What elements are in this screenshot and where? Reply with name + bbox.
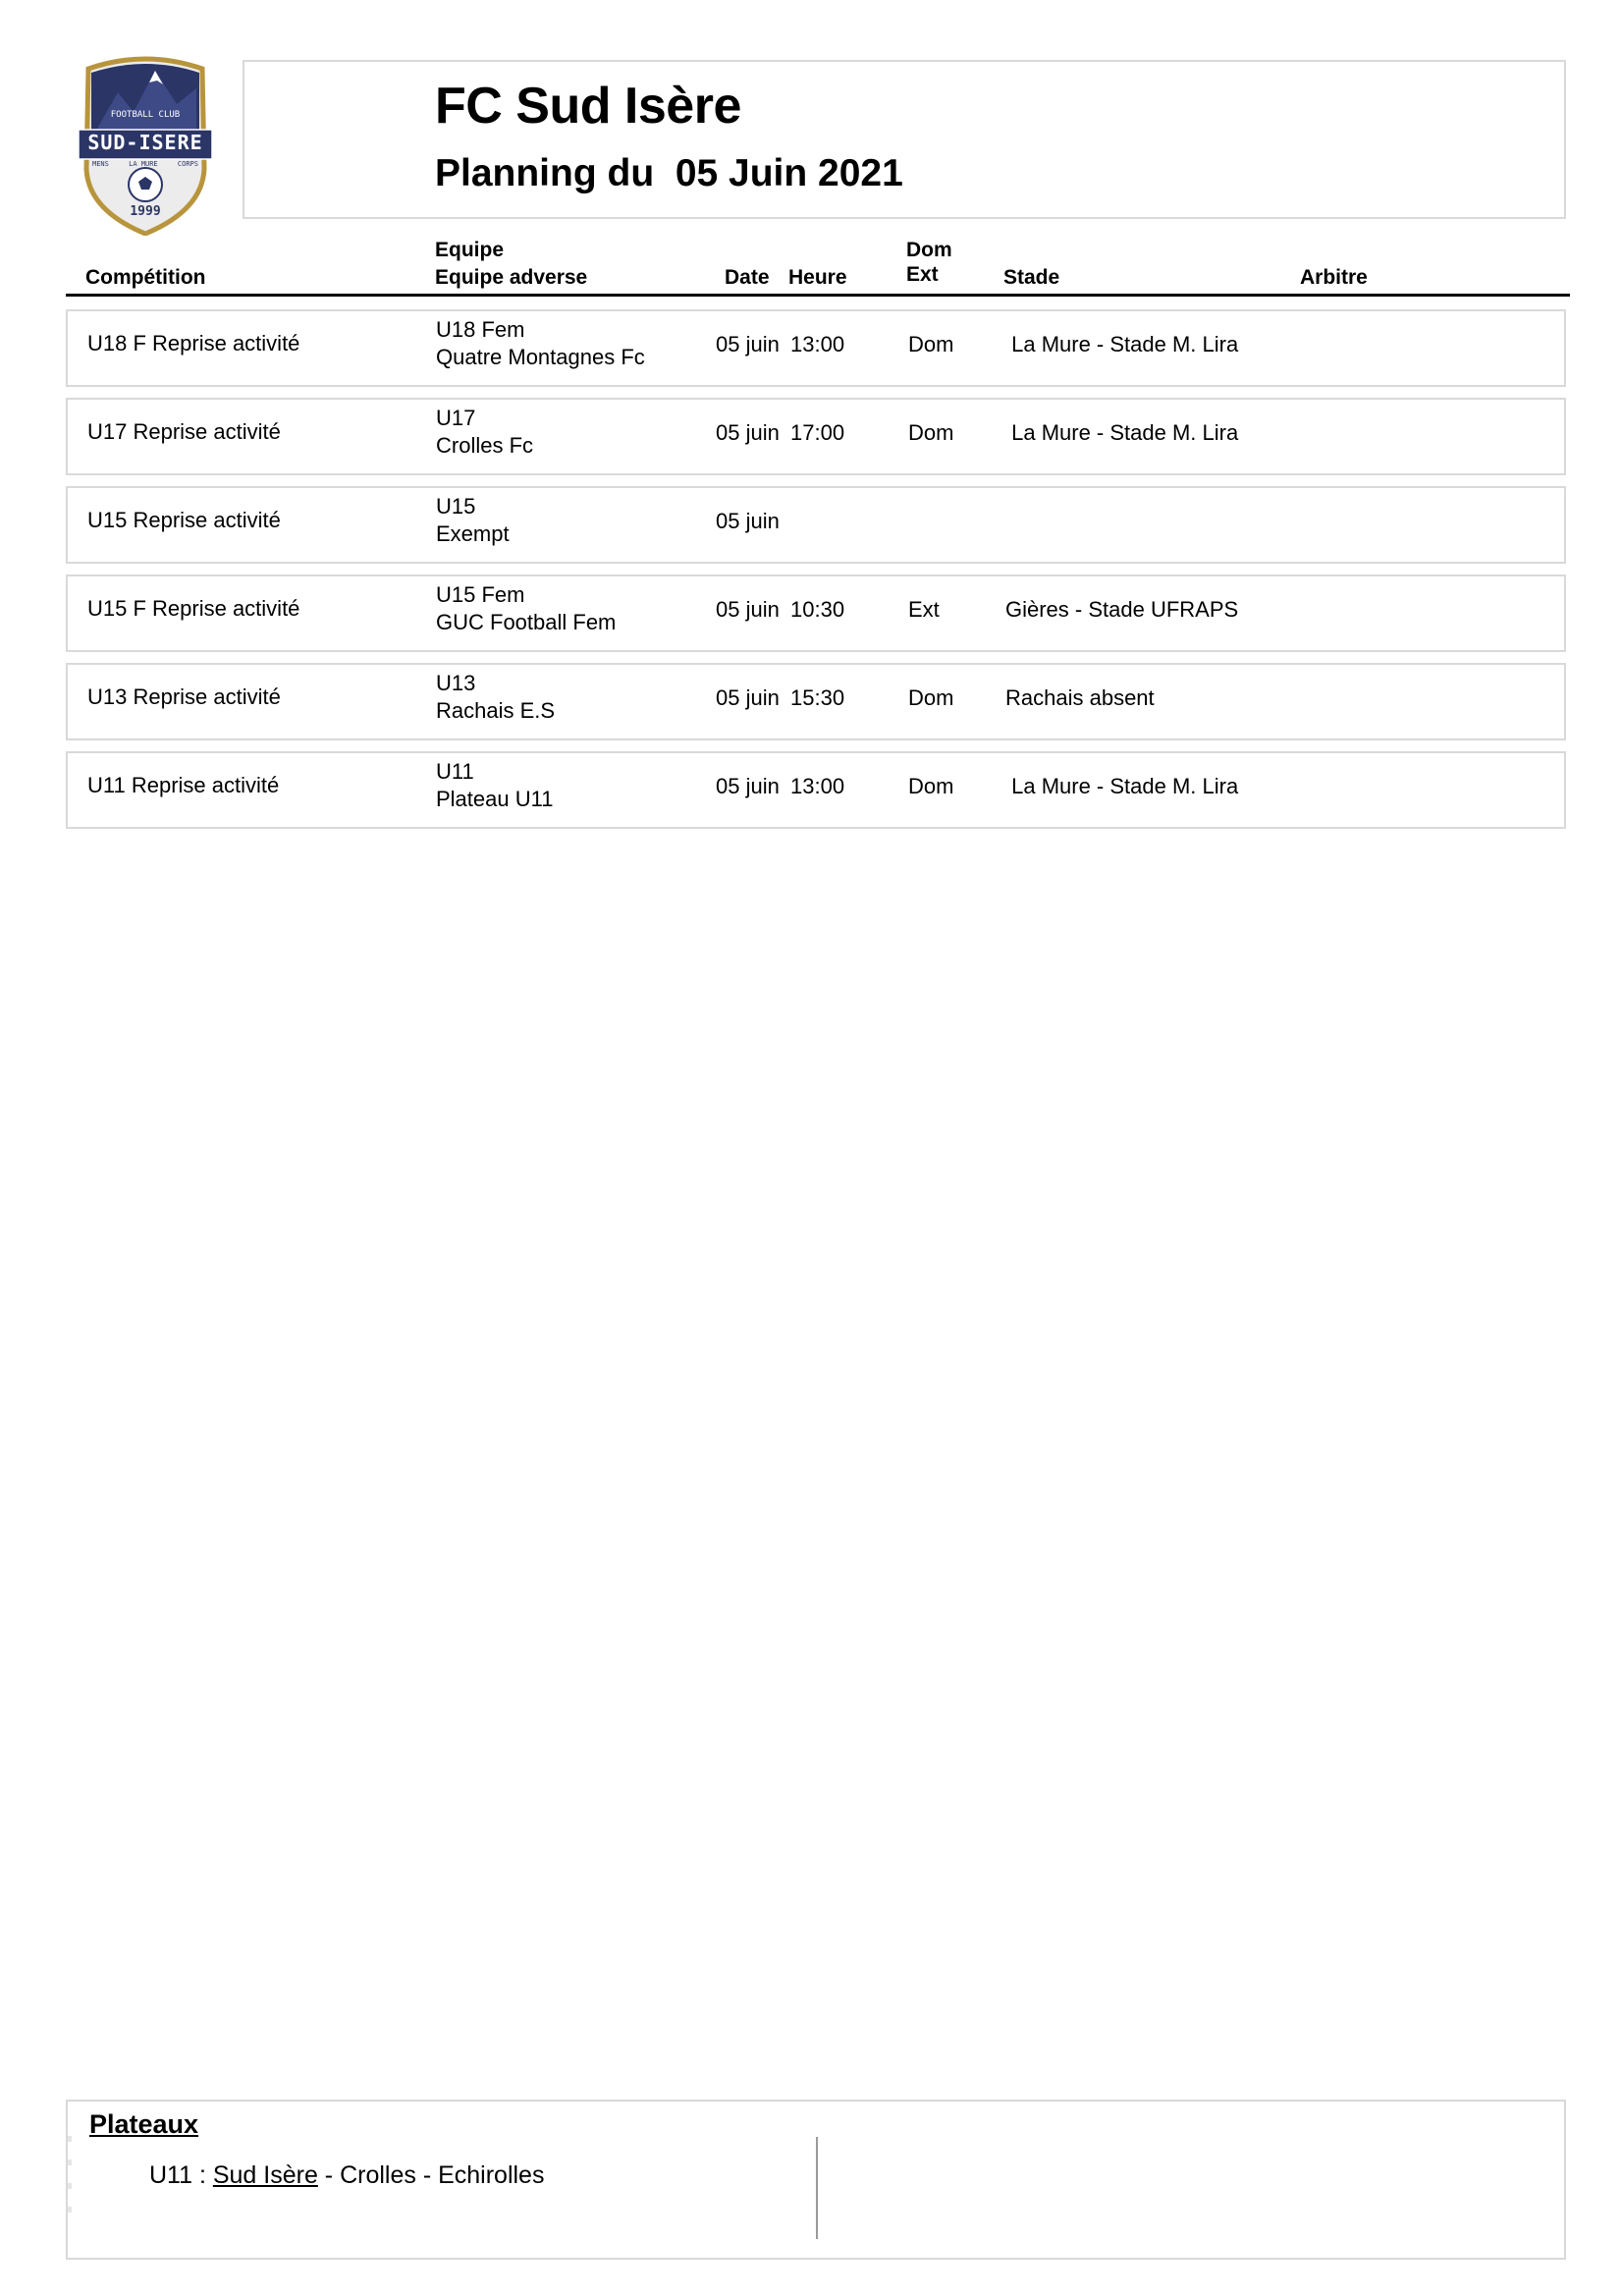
row-stade: La Mure - Stade M. Lira (1005, 332, 1239, 356)
row-date: 05 juin (716, 332, 780, 356)
col-equipe: Equipe (435, 239, 505, 261)
row-competition: U15 F Reprise activité (87, 596, 300, 621)
table-row (66, 486, 1566, 564)
row-heure: 10:30 (790, 597, 845, 622)
table-row (66, 663, 1566, 740)
row-equipe: U15 (436, 494, 476, 519)
col-heure: Heure (788, 266, 847, 289)
row-competition: U11 Reprise activité (87, 773, 280, 797)
plateaux-divider (816, 2137, 818, 2239)
row-competition: U18 F Reprise activité (87, 331, 300, 355)
table-row (66, 574, 1566, 652)
row-adverse: Plateau U11 (436, 787, 554, 811)
club-logo (79, 53, 212, 236)
row-dom-ext: Dom (908, 420, 954, 445)
row-adverse: Crolles Fc (436, 433, 534, 458)
row-stade: La Mure - Stade M. Lira (1005, 774, 1239, 798)
row-date: 05 juin (716, 420, 780, 445)
row-competition: U17 Reprise activité (87, 419, 281, 444)
plateaux-title: Plateaux (89, 2109, 199, 2139)
plateaux-box (66, 2100, 1566, 2260)
row-adverse: Exempt (436, 521, 510, 546)
header-rule (66, 294, 1570, 297)
plateaux-line (149, 2161, 544, 2190)
row-equipe: U17 (436, 406, 476, 430)
col-competition: Compétition (85, 266, 206, 289)
row-dom-ext: Dom (908, 685, 954, 710)
logo-towns (92, 160, 198, 168)
logo-top-text: FOOTBALL CLUB (110, 110, 181, 120)
row-stade: La Mure - Stade M. Lira (1005, 420, 1239, 445)
row-stade: Gières - Stade UFRAPS (1005, 597, 1239, 622)
club-title: FC Sud Isère (435, 78, 741, 135)
col-arbitre: Arbitre (1300, 266, 1368, 289)
row-dom-ext: Dom (908, 774, 954, 798)
row-dom-ext: Dom (908, 332, 954, 356)
table-row (66, 398, 1566, 475)
row-heure: 15:30 (790, 685, 845, 710)
plateaux-rest: - Crolles - Echirolles (317, 2161, 545, 2189)
plateaux-prefix: U11 : (149, 2161, 213, 2189)
row-date: 05 juin (716, 685, 780, 710)
col-ext: Ext (906, 263, 939, 286)
row-equipe: U11 (436, 759, 474, 784)
row-date: 05 juin (716, 597, 780, 622)
row-adverse: GUC Football Fem (436, 610, 617, 634)
col-stade: Stade (1003, 266, 1060, 289)
table-row (66, 751, 1566, 829)
logo-town: CORPS (177, 160, 198, 168)
col-equipe-adverse: Equipe adverse (435, 266, 588, 289)
logo-town: MENS (92, 160, 109, 168)
row-dom-ext: Ext (908, 597, 940, 622)
row-date: 05 juin (716, 509, 780, 533)
table-row (66, 309, 1566, 387)
row-equipe: U13 (436, 671, 476, 695)
plateaux-host: Sud Isère (212, 2161, 318, 2189)
col-date: Date (725, 266, 770, 289)
row-heure: 17:00 (790, 420, 845, 445)
row-equipe: U18 Fem (436, 317, 525, 342)
logo-town: LA MURE (129, 160, 158, 168)
row-equipe: U15 Fem (436, 582, 525, 607)
logo-year: 1999 (130, 204, 161, 219)
row-competition: U15 Reprise activité (87, 508, 281, 532)
row-competition: U13 Reprise activité (87, 684, 281, 709)
row-adverse: Rachais E.S (436, 698, 556, 723)
row-stade: Rachais absent (1005, 685, 1155, 710)
edge-marks (68, 2136, 72, 2234)
row-heure: 13:00 (790, 332, 845, 356)
row-heure: 13:00 (790, 774, 845, 798)
col-dom: Dom (906, 239, 952, 261)
row-date: 05 juin (716, 774, 780, 798)
logo-name: SUD-ISERE (87, 131, 203, 154)
planning-title: Planning du 05 Juin 2021 (435, 152, 903, 194)
row-adverse: Quatre Montagnes Fc (436, 345, 645, 369)
